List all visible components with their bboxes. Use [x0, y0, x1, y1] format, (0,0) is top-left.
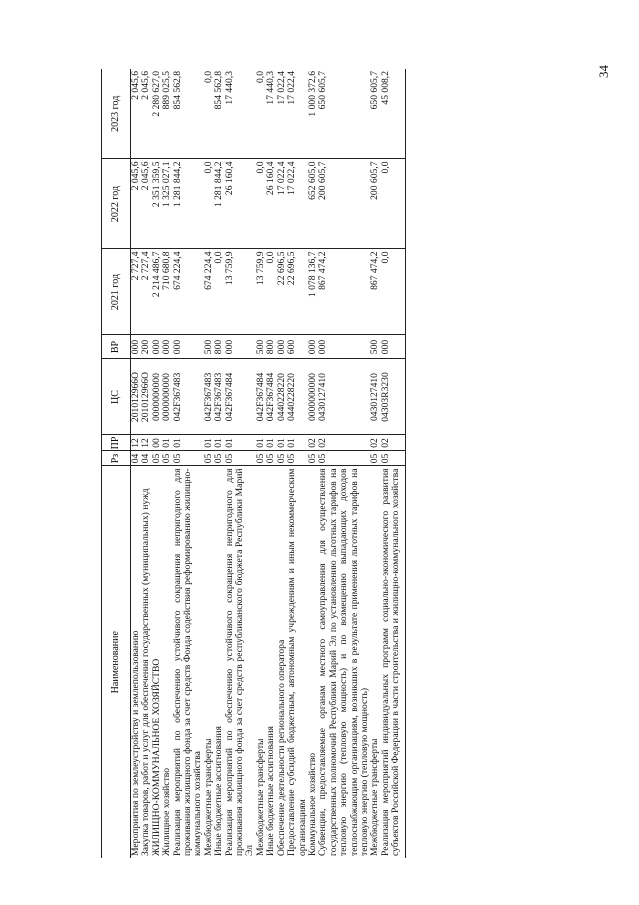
row-cs-cell: 201012966О: [131, 359, 142, 435]
row-2021-cell: 0,0: [266, 249, 276, 335]
col-header-pr: ПР: [102, 435, 131, 451]
row-rz-cell: 05: [162, 451, 172, 466]
row-rz-cell: 05: [287, 451, 308, 466]
row-name-cell: Коммунальное хозяйство: [306, 752, 318, 856]
row-pr-cell: 12: [131, 435, 142, 451]
row-2023-cell: 2 045,6: [141, 69, 151, 159]
row-pr-cell: 12: [141, 435, 151, 451]
row-vr-cell: 000: [318, 335, 370, 359]
row-name-cell: Межбюджетные трансферты: [202, 738, 214, 856]
row-2022-cell: 0,0: [381, 159, 405, 249]
row-2023-cell: 2 045,6: [131, 69, 142, 159]
row-vr-cell: 000: [381, 335, 405, 359]
row-2023-cell: 650 605,7: [318, 69, 370, 159]
col-header-2021: 2021 год: [102, 249, 131, 335]
row-rz-cell: 05: [256, 451, 266, 466]
row-rz-cell: 05: [204, 451, 214, 466]
col-header-name: Наименование: [102, 466, 131, 858]
row-2023-cell: 854 562,8: [173, 69, 204, 159]
row-2021-cell: 13 759,9: [225, 249, 256, 335]
row-pr-cell: 02: [370, 435, 380, 451]
row-vr-cell: 500: [256, 335, 266, 359]
row-2021-cell: 2 214 486,7: [152, 249, 162, 335]
row-rz-cell: 05: [214, 451, 224, 466]
row-vr-cell: 000: [131, 335, 142, 359]
row-cs-cell: 0000000000: [152, 359, 162, 435]
row-rz-cell: 05: [152, 451, 162, 466]
row-pr-cell: 01: [214, 435, 224, 451]
row-vr-cell: 500: [370, 335, 380, 359]
row-2022-cell: 0,0: [204, 159, 214, 249]
row-2023-cell: 2 280 627,0: [152, 69, 162, 159]
budget-table-container: [101, 69, 589, 858]
row-pr-cell: 02: [318, 435, 370, 451]
row-2023-cell: 17 440,3: [266, 69, 276, 159]
row-pr-cell: 01: [266, 435, 276, 451]
row-2023-cell: 45 008,2: [381, 69, 405, 159]
row-2022-cell: 652 605,0: [308, 159, 318, 249]
col-header-2022: 2022 год: [102, 159, 131, 249]
row-cs-cell: 0430127410: [370, 359, 380, 435]
page-number: 34: [596, 65, 611, 78]
row-vr-cell: 800: [214, 335, 224, 359]
row-rz-cell: 05: [370, 451, 380, 466]
row-pr-cell: 00: [152, 435, 162, 451]
row-cs-cell: 201012966О: [141, 359, 151, 435]
row-vr-cell: 000: [162, 335, 172, 359]
row-name-cell: Реализация мероприятий индивидуальных программ социально-экономического развития субъектов Российской Федерации в части строительства и жилищно-коммунального хозяйства: [379, 468, 402, 856]
row-rz-cell: 05: [173, 451, 204, 466]
row-2021-cell: 13 759,9: [256, 249, 266, 335]
row-name-cell: Реализация мероприятий по обеспечению устойчивого сокращения непригодного для проживания жилищного фонда за счет средств Фонда содействия реформированию жилищно-коммунального хозяйства: [171, 468, 204, 856]
row-name-cell: Субвенции, предоставляемые органам местного самоуправления для осуществления государственных полномочий Республики Марий Эл по установлению льготных тарифов на тепловую энергию (тепловую мощность) и по возмещению выпадающих доходов теплоснабжающим организациям, возникших в результате применения льготных тарифов на тепловую энергию (тепловую мощность): [317, 468, 370, 856]
table-row: [318, 69, 370, 858]
row-cs-cell: 0440228220: [277, 359, 287, 435]
row-rz-cell: 05: [308, 451, 318, 466]
row-2022-cell: 1 281 844,2: [173, 159, 204, 249]
row-rz-cell: 05: [381, 451, 405, 466]
row-name-cell: Закупка товаров, работ и услуг для обеспечения государственных (муниципальных) нужд: [140, 488, 152, 856]
row-2021-cell: 2 727,4: [131, 249, 142, 335]
col-header-2023: 2023 год: [102, 69, 131, 159]
table-row: [225, 69, 256, 858]
row-vr-cell: 800: [266, 335, 276, 359]
row-2023-cell: 650 605,7: [370, 69, 380, 159]
row-2023-cell: 0,0: [204, 69, 214, 159]
row-vr-cell: 000: [173, 335, 204, 359]
row-2022-cell: 17 022,4: [277, 159, 287, 249]
row-2021-cell: 1 078 136,7: [308, 249, 318, 335]
row-cs-cell: 042F367484: [266, 359, 276, 435]
row-2021-cell: 674 224,4: [173, 249, 204, 335]
row-cs-cell: 042F367484: [256, 359, 266, 435]
row-2023-cell: 889 025,5: [162, 69, 172, 159]
row-cs-cell: 042F367483: [204, 359, 214, 435]
row-2021-cell: 710 680,8: [162, 249, 172, 335]
row-2022-cell: 26 160,4: [225, 159, 256, 249]
row-pr-cell: 01: [277, 435, 287, 451]
row-name-cell: Иные бюджетные ассигнования: [213, 726, 225, 856]
row-pr-cell: 01: [173, 435, 204, 451]
row-name-cell: Реализация мероприятий по обеспечению устойчивого сокращения непригодного для проживания жилищного фонда за счет средств республиканского бюджета Республики Марий Эл: [223, 468, 256, 856]
row-2022-cell: 2 045,6: [131, 159, 142, 249]
row-name-cell: ЖИЛИЩНО-КОММУНАЛЬНОЕ ХОЗЯЙСТВО: [150, 658, 162, 856]
table-body: [131, 69, 406, 858]
row-2021-cell: 0,0: [381, 249, 405, 335]
row-name-cell: Межбюджетные трансферты: [254, 738, 266, 856]
row-vr-cell: 000: [277, 335, 287, 359]
row-pr-cell: 01: [256, 435, 266, 451]
row-name-cell: Жилищное хозяйство: [161, 767, 173, 856]
table-row: [287, 69, 308, 858]
row-name-cell: Предоставление субсидий бюджетным, автономным учреждениям и иным некоммерческим организациям: [286, 468, 308, 856]
row-vr-cell: 500: [204, 335, 214, 359]
row-2022-cell: 1 325 027,1: [162, 159, 172, 249]
row-2023-cell: 17 022,4: [287, 69, 308, 159]
row-2022-cell: 0,0: [256, 159, 266, 249]
col-header-cs: ЦС: [102, 359, 131, 435]
row-pr-cell: 01: [287, 435, 308, 451]
table-header-row: [102, 69, 131, 858]
row-cs-cell: 042F367483: [173, 359, 204, 435]
row-2022-cell: 17 022,4: [287, 159, 308, 249]
row-2022-cell: 2 351 359,5: [152, 159, 162, 249]
row-cs-cell: 0440228220: [287, 359, 308, 435]
col-header-rz: Рз: [102, 451, 131, 466]
row-2023-cell: 854 562,8: [214, 69, 224, 159]
row-2021-cell: 674 224,4: [204, 249, 214, 335]
row-2021-cell: 22 696,5: [277, 249, 287, 335]
row-vr-cell: 000: [308, 335, 318, 359]
row-rz-cell: 04: [131, 451, 142, 466]
row-2023-cell: 0,0: [256, 69, 266, 159]
row-rz-cell: 04: [141, 451, 151, 466]
row-cs-cell: 042F367483: [214, 359, 224, 435]
row-name-cell: Обеспечение деятельности регионального оператора: [275, 639, 287, 856]
row-name-cell: Иные бюджетные ассигнования: [265, 726, 277, 856]
row-2021-cell: 0,0: [214, 249, 224, 335]
row-2022-cell: 2 045,6: [141, 159, 151, 249]
row-2022-cell: 1 281 844,2: [214, 159, 224, 249]
row-pr-cell: 02: [308, 435, 318, 451]
row-2022-cell: 200 605,7: [370, 159, 380, 249]
row-rz-cell: 05: [277, 451, 287, 466]
row-pr-cell: 01: [225, 435, 256, 451]
table-row: [173, 69, 204, 858]
row-2022-cell: 200 605,7: [318, 159, 370, 249]
row-name-cell: Межбюджетные трансферты: [369, 738, 381, 856]
row-2023-cell: 1 000 372,6: [308, 69, 318, 159]
row-vr-cell: 600: [287, 335, 308, 359]
row-2022-cell: 26 160,4: [266, 159, 276, 249]
col-header-vr: ВР: [102, 335, 131, 359]
row-pr-cell: 01: [162, 435, 172, 451]
row-2023-cell: 17 022,4: [277, 69, 287, 159]
row-cs-cell: 0000000000: [308, 359, 318, 435]
row-cs-cell: 042F367484: [225, 359, 256, 435]
row-vr-cell: 000: [225, 335, 256, 359]
row-vr-cell: 200: [141, 335, 151, 359]
row-rz-cell: 05: [225, 451, 256, 466]
row-2023-cell: 17 440,3: [225, 69, 256, 159]
row-pr-cell: 02: [381, 435, 405, 451]
row-2021-cell: 22 696,5: [287, 249, 308, 335]
row-cs-cell: 04303R3230: [381, 359, 405, 435]
row-2021-cell: 867 474,2: [370, 249, 380, 335]
row-2021-cell: 2 727,4: [141, 249, 151, 335]
budget-table: [101, 69, 406, 858]
row-rz-cell: 05: [266, 451, 276, 466]
row-pr-cell: 01: [204, 435, 214, 451]
row-name-cell: Мероприятия по землеустройству и землепользованию: [130, 630, 141, 856]
table-row: [381, 69, 405, 858]
row-2021-cell: 867 474,2: [318, 249, 370, 335]
row-cs-cell: 0430127410: [318, 359, 370, 435]
row-vr-cell: 000: [152, 335, 162, 359]
row-cs-cell: 0000000000: [162, 359, 172, 435]
row-rz-cell: 05: [318, 451, 370, 466]
